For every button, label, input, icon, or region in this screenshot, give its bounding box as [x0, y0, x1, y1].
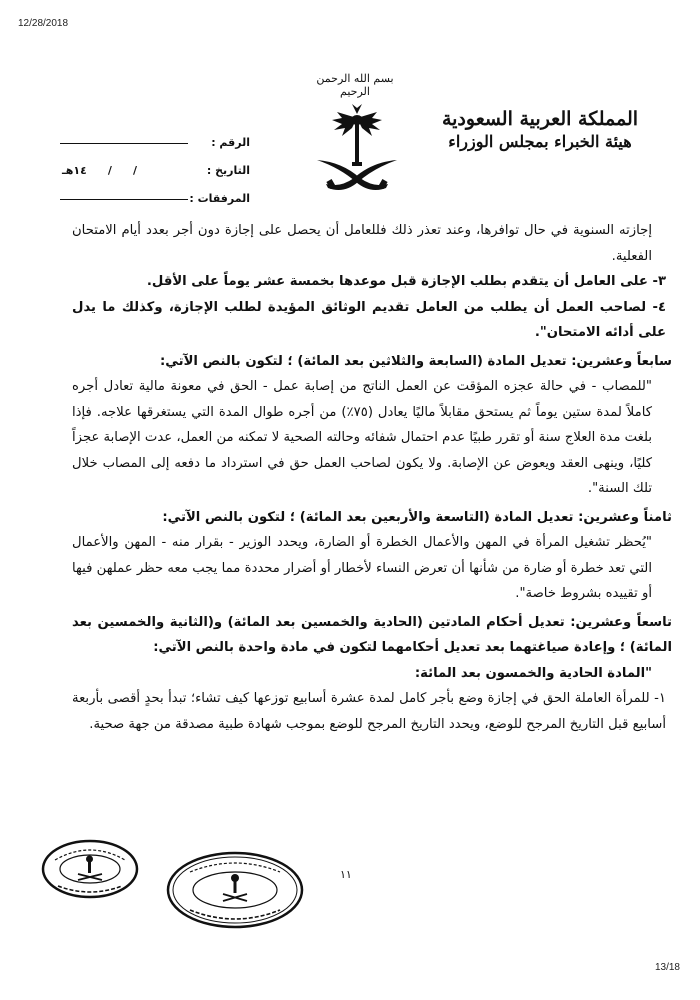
attachments-row	[60, 184, 250, 212]
date-row	[60, 156, 250, 184]
date-label: التاريخ :	[206, 163, 250, 177]
print-date: 12/28/2018	[18, 18, 69, 29]
date-suffix: ١٤هـ	[62, 163, 87, 177]
heading-29: تاسعاً وعشرين: تعديل أحكام المادتين (الحادية والخمسين بعد المائة) و(الثانية والخمسين بعد المائة) ؛ وإعادة صياغتهما بعد تعديل أحكامهما لتكون في مادة واحدة بالنص الآتي:	[72, 614, 672, 655]
page-number: ١١	[340, 868, 352, 881]
document-body	[72, 218, 672, 737]
ref-line	[60, 143, 188, 144]
official-stamp-small	[40, 838, 140, 900]
basmala: بسم الله الرحمن الرحيم	[316, 72, 394, 98]
page-count: 13/18	[654, 962, 680, 973]
letterhead-org	[430, 108, 650, 151]
ref-label: الرقم :	[211, 135, 250, 149]
official-stamp-large	[165, 850, 305, 930]
saudi-emblem-icon	[312, 100, 402, 195]
article-151-title: "المادة الحادية والخمسون بعد المائة:	[414, 665, 652, 681]
attachments-label: المرفقات :	[189, 191, 250, 205]
article-149-text: "يُحظر تشغيل المرأة في المهن والأعمال الخطرة أو الضارة، ويحدد الوزير - بقرار منه - المهن والأعمال التي تعد خطرة أو ضارة من شأنها أن تعرض النساء لأخطار أو أضرار محددة مما يجب معه حظر عملهن فيها أو تقييده بشروط خاصة".	[72, 535, 652, 601]
heading-28: ثامناً وعشرين: تعديل المادة (التاسعة والأربعين بعد المائة) ؛ لتكون بالنص الآتي:	[162, 509, 672, 525]
paragraph-exam-leave: إجازته السنوية في حال توافرها، وعند تعذر ذلك فللعامل أن يحصل على إجازة دون أجر بعدد أيام الامتحان الفعلية.	[72, 223, 652, 264]
heading-27: سابعاً وعشرين: تعديل المادة (السابعة والثلاثين بعد المائة) ؛ لتكون بالنص الآتي:	[160, 353, 672, 369]
date-sep-1: /	[132, 163, 137, 177]
ref-row	[60, 128, 250, 156]
article-137-text: "للمصاب - في حالة عجزه المؤقت عن العمل الناتج من إصابة عمل - الحق في معونة مالية تعادل أجره كاملاً لمدة ستين يوماً ثم يستحق مقابلاً ماليًا يعادل (٧٥٪) من أجره طوال المدة التي يستغرقها علاجه. فإذا بلغت مدة العلاج سنة أو تقرر طبيًا عدم احتمال شفائه وحالته الصحية لا تمكنه من العمل، عدت الإصابة عجزاً كليًا، وينهى العقد ويعوض عن الإصابة. ولا يكون لصاحب العمل حق في استرداد ما دفعه إلى المصاب خلال تلك السنة".	[72, 379, 652, 496]
clause-3: ٣- على العامل أن يتقدم بطلب الإجازة قبل موعدها بخمسة عشر يوماً على الأقل.	[146, 274, 666, 289]
letter-meta	[60, 128, 250, 212]
attachments-line	[60, 199, 188, 200]
org-name-line1: المملكة العربية السعودية	[441, 108, 639, 130]
clause-4: ٤- لصاحب العمل أن يطلب من العامل تقديم الوثائق المؤيدة لطلب الإجازة، وكذلك ما يدل على أدائه الامتحان".	[72, 299, 666, 340]
date-value	[60, 164, 188, 177]
date-sep-2: /	[107, 163, 112, 177]
article-151-clause-1: ١- للمرأة العاملة الحق في إجازة وضع بأجر كامل لمدة عشرة أسابيع توزعها كيف تشاء؛ تبدأ بحدٍ أقصى بأربعة أسابيع قبل التاريخ المرجح للوضع، ويحدد التاريخ المرجح للوضع بموجب شهادة طبية مصدقة من جهة صحية.	[72, 691, 666, 732]
org-name-line2: هيئة الخبراء بمجلس الوزراء	[448, 132, 632, 151]
